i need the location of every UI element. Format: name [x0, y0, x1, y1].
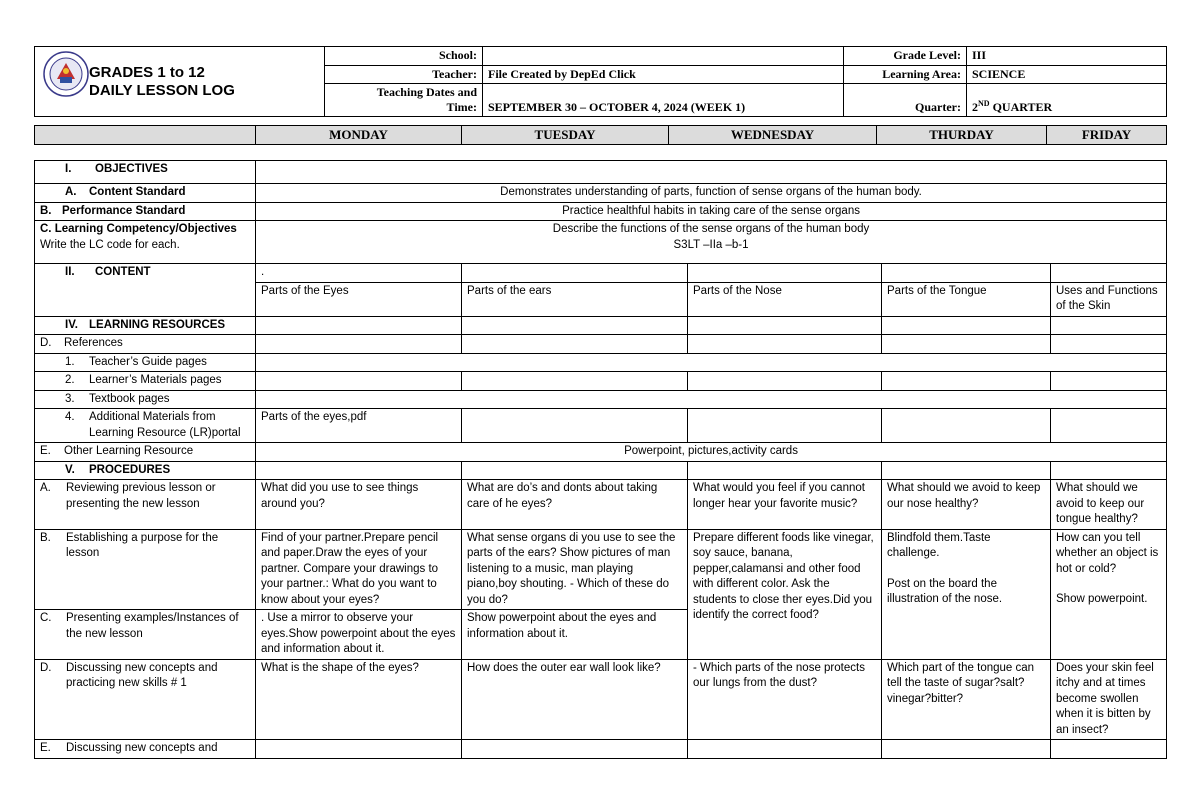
- content-standard-text: Content Standard: [89, 186, 186, 198]
- learning-resources-text: LEARNING RESOURCES: [89, 318, 226, 331]
- content-blank-fri: [1051, 264, 1167, 283]
- row-performance-standard: [35, 202, 1167, 221]
- competency-value: [256, 221, 1167, 264]
- quarter-number: 2: [972, 99, 978, 114]
- textbook-num: 3.: [65, 392, 75, 405]
- procedure-a-wednesday: What would you feel if you cannot longer hear your favorite music?: [688, 480, 882, 530]
- row-references: [35, 335, 1167, 354]
- textbook-text: Textbook pages: [89, 392, 170, 405]
- procedure-b-thursday-2: Post on the board the illustration of the nose.: [887, 577, 1003, 605]
- procedure-b-wednesday: Prepare different foods like vinegar, soy sauce, banana, pepper,calamansi and other food with different color. Ask the students to close ther eyes.Did you identify the correct food?: [688, 529, 882, 659]
- pe-thu: [882, 740, 1051, 759]
- additional-materials-label: [35, 409, 256, 443]
- performance-standard-label: [35, 202, 256, 221]
- day-friday: FRIDAY: [1047, 126, 1167, 145]
- teacher-label: Teacher:: [325, 65, 483, 84]
- procedure-e-label: [35, 740, 256, 759]
- performance-standard-value: Practice healthful habits in taking care of the sense organs: [256, 202, 1167, 221]
- topic-thursday: Parts of the Tongue: [882, 282, 1051, 316]
- procedure-e-num: E.: [40, 742, 51, 754]
- row-content-standard: [35, 184, 1167, 203]
- other-resources-num: E.: [40, 445, 51, 457]
- procedure-b-friday-2: Show powerpoint.: [1056, 593, 1148, 605]
- deped-seal-icon: [43, 51, 89, 97]
- grade-level-value: III: [967, 47, 1167, 66]
- procedure-d-wednesday: - Which parts of the nose protects our lungs from the dust?: [688, 659, 882, 740]
- procedure-b-friday-1: How can you tell whether an object is hot or cold?: [1056, 531, 1159, 575]
- objectives-num: I.: [65, 163, 72, 175]
- day-thursday: THURDAY: [877, 126, 1047, 145]
- procedure-a-text: Reviewing previous lesson or presenting the new lesson: [66, 482, 216, 510]
- learners-materials-text: Learner’s Materials pages: [89, 374, 222, 386]
- lr-thu: [882, 316, 1051, 335]
- textbook-value: [256, 390, 1167, 409]
- ref-mon: [256, 335, 462, 354]
- procedure-a-friday: What should we avoid to keep our tongue healthy?: [1051, 480, 1167, 530]
- competency-text: Describe the functions of the sense organs of the human body: [552, 223, 870, 235]
- competency-title: C. Learning Competency/Objectives: [40, 223, 237, 235]
- lm-wed: [688, 372, 882, 391]
- pr-mon: [256, 461, 462, 480]
- other-resources-text: Other Learning Resource: [64, 445, 194, 457]
- row-competency: [35, 221, 1167, 264]
- topic-wednesday: Parts of the Nose: [688, 282, 882, 316]
- row-objectives: [35, 161, 1167, 184]
- quarter-text: QUARTER: [989, 99, 1053, 114]
- procedure-d-monday: What is the shape of the eyes?: [256, 659, 462, 740]
- teachers-guide-num: 1.: [65, 355, 75, 368]
- lm-fri: [1051, 372, 1167, 391]
- header-logo-cell: [35, 47, 325, 117]
- ref-thu: [882, 335, 1051, 354]
- procedure-b-label: [35, 529, 256, 610]
- pr-thu: [882, 461, 1051, 480]
- content-blank-tue: [462, 264, 688, 283]
- row-learners-materials: [35, 372, 1167, 391]
- lr-tue: [462, 316, 688, 335]
- lr-fri: [1051, 316, 1167, 335]
- procedure-b-tuesday: What sense organs di you use to see the parts of the ears? Show pictures of man listening to a music, man playing piano,boy shouting. - Which of these do you do?: [462, 529, 688, 610]
- procedure-a-num: A.: [40, 482, 51, 494]
- teachers-guide-text: Teacher’s Guide pages: [89, 355, 207, 368]
- procedure-b-monday: Find of your partner.Prepare pencil and paper.Draw the eyes of your partner. Compare your drawings to your partner.: What do you want to know about your eyes?: [256, 529, 462, 610]
- procedure-b-thursday-1: Blindfold them.Taste challenge.: [887, 531, 991, 559]
- content-dot: .: [256, 264, 462, 283]
- procedure-c-monday: . Use a mirror to observe your eyes.Show powerpoint about the eyes and information about it.: [256, 610, 462, 660]
- procedure-b-friday: [1051, 529, 1167, 659]
- content-num: II.: [65, 266, 75, 278]
- quarter-suffix: ND: [978, 98, 990, 108]
- learning-resources-label: [35, 316, 256, 335]
- procedure-a-thursday: What should we avoid to keep our nose healthy?: [882, 480, 1051, 530]
- references-label: [35, 335, 256, 354]
- teaching-dates-label-2: Time:: [446, 100, 477, 114]
- learning-area-value: SCIENCE: [967, 65, 1167, 84]
- procedure-d-text: Discussing new concepts and practicing new skills # 1: [66, 661, 218, 689]
- day-monday: MONDAY: [256, 126, 462, 145]
- competency-subtitle: Write the LC code for each.: [40, 238, 180, 251]
- content-standard-label: [35, 184, 256, 203]
- row-content: [35, 264, 1167, 283]
- pr-fri: [1051, 461, 1167, 480]
- additional-materials-num: 4.: [65, 411, 75, 423]
- procedures-label: [35, 461, 256, 480]
- school-label: School:: [325, 47, 483, 66]
- references-num: D.: [40, 337, 52, 349]
- row-textbook: [35, 390, 1167, 409]
- procedure-c-text: Presenting examples/Instances of the new lesson: [66, 612, 239, 640]
- teaching-dates-label: [325, 84, 483, 117]
- learning-resources-num: IV.: [65, 318, 79, 331]
- lm-mon: [256, 372, 462, 391]
- weekday-header: [34, 125, 1167, 145]
- procedure-a-label: [35, 480, 256, 530]
- additional-materials-text: Additional Materials from Learning Resource (LR)portal: [89, 411, 241, 439]
- procedure-b-num: B.: [40, 531, 51, 544]
- header-table: [34, 46, 1167, 117]
- row-learning-resources: [35, 316, 1167, 335]
- am-fri: [1051, 409, 1167, 443]
- row-other-resources: [35, 443, 1167, 462]
- school-value: [483, 47, 844, 66]
- grade-level-label: Grade Level:: [844, 47, 967, 66]
- weekday-blank: [35, 126, 256, 145]
- procedure-e-text: Discussing new concepts and: [66, 742, 218, 754]
- am-tue: [462, 409, 688, 443]
- procedure-c-label: [35, 610, 256, 660]
- topic-tuesday: Parts of the ears: [462, 282, 688, 316]
- content-standard-num: A.: [65, 186, 77, 198]
- form-title-line1: GRADES 1 to 12: [89, 64, 205, 81]
- lm-thu: [882, 372, 1051, 391]
- performance-standard-text: Performance Standard: [62, 204, 186, 217]
- procedure-d-friday: Does your skin feel itchy and at times become swollen when it is bitten by an insect?: [1051, 659, 1167, 740]
- ref-fri: [1051, 335, 1167, 354]
- procedure-d-num: D.: [40, 661, 52, 674]
- textbook-label: [35, 390, 256, 409]
- teachers-guide-label: [35, 353, 256, 372]
- performance-standard-num: B.: [40, 204, 52, 217]
- quarter-label: [844, 84, 967, 117]
- lesson-log-table: [34, 160, 1167, 759]
- learners-materials-num: 2.: [65, 374, 75, 386]
- teacher-value: File Created by DepEd Click: [483, 65, 844, 84]
- ref-wed: [688, 335, 882, 354]
- day-wednesday: WEDNESDAY: [669, 126, 877, 145]
- additional-materials-monday: Parts of the eyes,pdf: [256, 409, 462, 443]
- references-text: References: [64, 337, 123, 349]
- content-blank-thu: [882, 264, 1051, 283]
- row-additional-materials: [35, 409, 1167, 443]
- content-text: CONTENT: [95, 266, 151, 278]
- content-label: [35, 264, 256, 317]
- procedure-d-label: [35, 659, 256, 740]
- content-standard-value: Demonstrates understanding of parts, function of sense organs of the human body.: [256, 184, 1167, 203]
- form-title-line2: DAILY LESSON LOG: [89, 82, 235, 99]
- procedure-b-thursday: [882, 529, 1051, 659]
- ref-tue: [462, 335, 688, 354]
- competency-code: S3LT –IIa –b-1: [673, 238, 749, 251]
- pr-wed: [688, 461, 882, 480]
- pe-tue: [462, 740, 688, 759]
- teaching-dates-value: [483, 84, 844, 117]
- teachers-guide-value: [256, 353, 1167, 372]
- procedure-d-tuesday: How does the outer ear wall look like?: [462, 659, 688, 740]
- procedure-b-text: Establishing a purpose for the lesson: [66, 531, 219, 559]
- procedure-a-tuesday: What are do’s and donts about taking care of he eyes?: [462, 480, 688, 530]
- learning-area-label: Learning Area:: [844, 65, 967, 84]
- pe-fri: [1051, 740, 1167, 759]
- row-procedure-e: [35, 740, 1167, 759]
- quarter-label-text: Quarter:: [915, 99, 961, 114]
- objectives-value: [256, 161, 1167, 184]
- procedure-c-num: C.: [40, 612, 52, 624]
- row-procedure-b: [35, 529, 1167, 610]
- procedures-text: PROCEDURES: [89, 463, 171, 476]
- procedures-num: V.: [65, 463, 75, 476]
- content-blank-wed: [688, 264, 882, 283]
- day-tuesday: TUESDAY: [462, 126, 669, 145]
- teaching-dates-label-1: Teaching Dates and: [376, 85, 477, 99]
- objectives-text: OBJECTIVES: [95, 163, 168, 175]
- procedure-d-thursday: Which part of the tongue can tell the taste of sugar?salt?vinegar?bitter?: [882, 659, 1051, 740]
- learners-materials-label: [35, 372, 256, 391]
- pr-tue: [462, 461, 688, 480]
- pe-wed: [688, 740, 882, 759]
- row-procedure-a: [35, 480, 1167, 530]
- procedure-c-tuesday: Show powerpoint about the eyes and information about it.: [462, 610, 688, 660]
- other-resources-label: [35, 443, 256, 462]
- other-resources-value: Powerpoint, pictures,activity cards: [256, 443, 1167, 462]
- topic-monday: Parts of the Eyes: [256, 282, 462, 316]
- row-teachers-guide: [35, 353, 1167, 372]
- procedure-a-monday: What did you use to see things around you?: [256, 480, 462, 530]
- pe-mon: [256, 740, 462, 759]
- lm-tue: [462, 372, 688, 391]
- objectives-label: [35, 161, 256, 184]
- lr-wed: [688, 316, 882, 335]
- lr-mon: [256, 316, 462, 335]
- am-thu: [882, 409, 1051, 443]
- teaching-dates-text: SEPTEMBER 30 – OCTOBER 4, 2024 (WEEK 1): [488, 99, 746, 114]
- row-procedures: [35, 461, 1167, 480]
- competency-label: [35, 221, 256, 264]
- am-wed: [688, 409, 882, 443]
- row-procedure-d: [35, 659, 1167, 740]
- quarter-value: [967, 84, 1167, 117]
- topic-friday: Uses and Functions of the Skin: [1051, 282, 1167, 316]
